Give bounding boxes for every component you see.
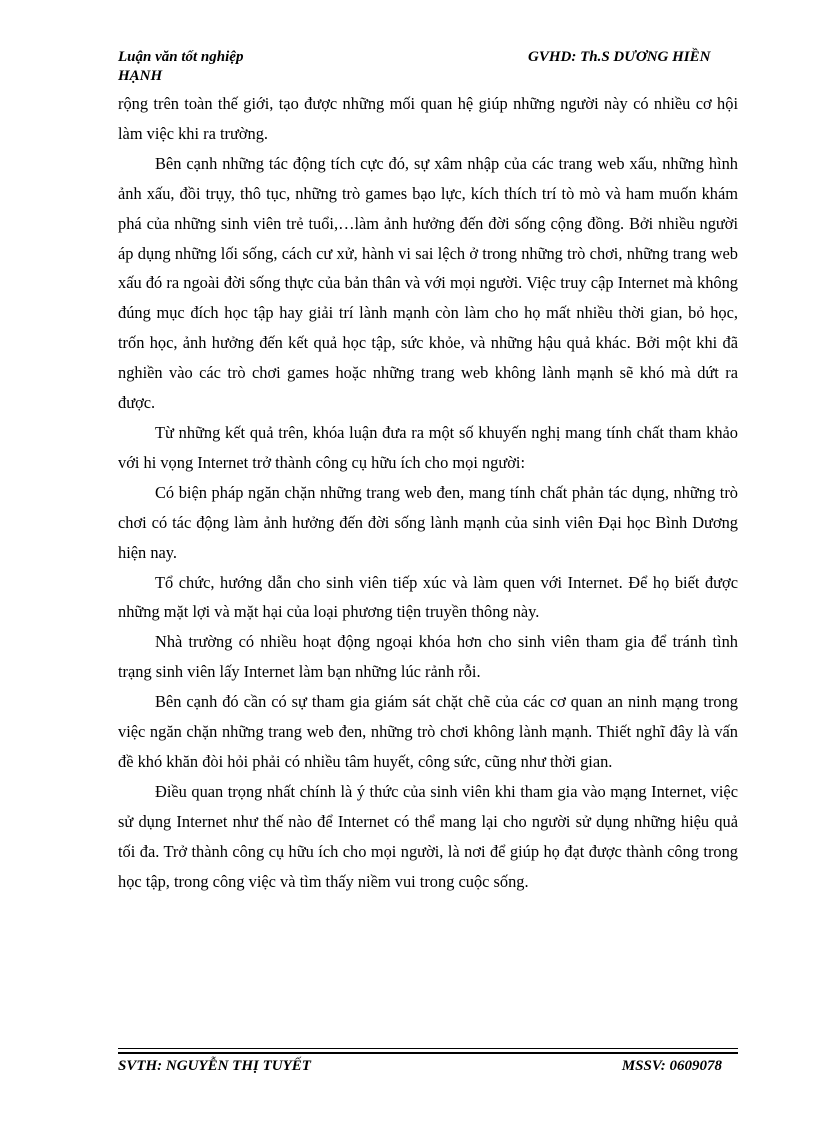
footer-divider-thick — [118, 1052, 738, 1054]
paragraph: Bên cạnh đó cần có sự tham gia giám sát chặt chẽ của các cơ quan an ninh mạng trong việc ngăn chặn những trang web đen, những trò chơi không lành mạnh. Thiết nghĩ đây là vấn đề khó khăn đòi hỏi phải có nhiều tâm huyết, công sức, cũng như thời gian. — [118, 692, 738, 771]
header-advisor-continued: HẠNH — [118, 68, 163, 84]
paragraph: Bên cạnh những tác động tích cực đó, sự xâm nhập của các trang web xấu, những hình ảnh xấu, đồi trụy, thô tục, những trò games bạo lực, kích thích trí tò mò và ham muốn khám phá của những sinh viên trẻ tuổi,…làm ảnh hưởng đến đời sống cộng đồng. Bởi nhiều người áp dụng những lối sống, cách cư xử, hành vi sai lệch ở trong những trò chơi, những trang web xấu đó ra ngoài đời sống thực của bản thân và với mọi người. Việc truy cập Internet mà không đúng mục đích học tập hay giải trí lành mạnh còn làm cho họ mất nhiều thời gian, bỏ học, trốn học, ảnh hưởng đến kết quả học tập, sức khỏe, và những hậu quả khác. Bởi một khi đã nghiền vào các trò chơi games hoặc những trang web không lành mạnh sẽ khó mà dứt ra được. — [118, 153, 738, 413]
paragraph: Có biện pháp ngăn chặn những trang web đen, mang tính chất phản tác dụng, những trò chơi có tác động làm ảnh hưởng đến đời sống lành mạnh của sinh viên Đại học Bình Dương hiện nay. — [118, 482, 738, 562]
header-thesis-title: Luận văn tốt nghiệp — [118, 49, 244, 65]
paragraph: Nhà trường có nhiều hoạt động ngoại khóa hơn cho sinh viên tham gia để tránh tình trạng sinh viên lấy Internet làm bạn những lúc rảnh rỗi. — [118, 632, 738, 682]
paragraph-continued: rộng trên toàn thế giới, tạo được những mối quan hệ giúp những người này có nhiều cơ hội làm việc khi ra trường. — [118, 94, 738, 143]
footer-student-id: MSSV: 0609078 — [621, 1058, 722, 1074]
paragraph: Điều quan trọng nhất chính là ý thức của sinh viên khi tham gia vào mạng Internet, việc sử dụng Internet như thế nào để Internet có thể mang lại cho người sử dụng những hiệu quả tối đa. Trở thành công cụ hữu ích cho mọi người, là nơi để giúp họ đạt được thành công trong học tập, trong công việc và tìm thấy niềm vui trong cuộc sống. — [118, 781, 738, 891]
paragraph: Từ những kết quả trên, khóa luận đưa ra một số khuyến nghị mang tính chất tham khảo với hi vọng Internet trở thành công cụ hữu ích cho mọi người: — [118, 422, 738, 472]
footer-divider-thin — [118, 1048, 738, 1049]
header-advisor: GVHD: Th.S DƯƠNG HIỀN — [528, 49, 711, 65]
paragraph: Tổ chức, hướng dẫn cho sinh viên tiếp xúc và làm quen với Internet. Để họ biết được những mặt lợi và mặt hại của loại phương tiện truyền thông này. — [118, 572, 738, 622]
footer-student-name: SVTH: NGUYỄN THỊ TUYẾT — [118, 1058, 311, 1074]
document-body — [118, 89, 738, 896]
